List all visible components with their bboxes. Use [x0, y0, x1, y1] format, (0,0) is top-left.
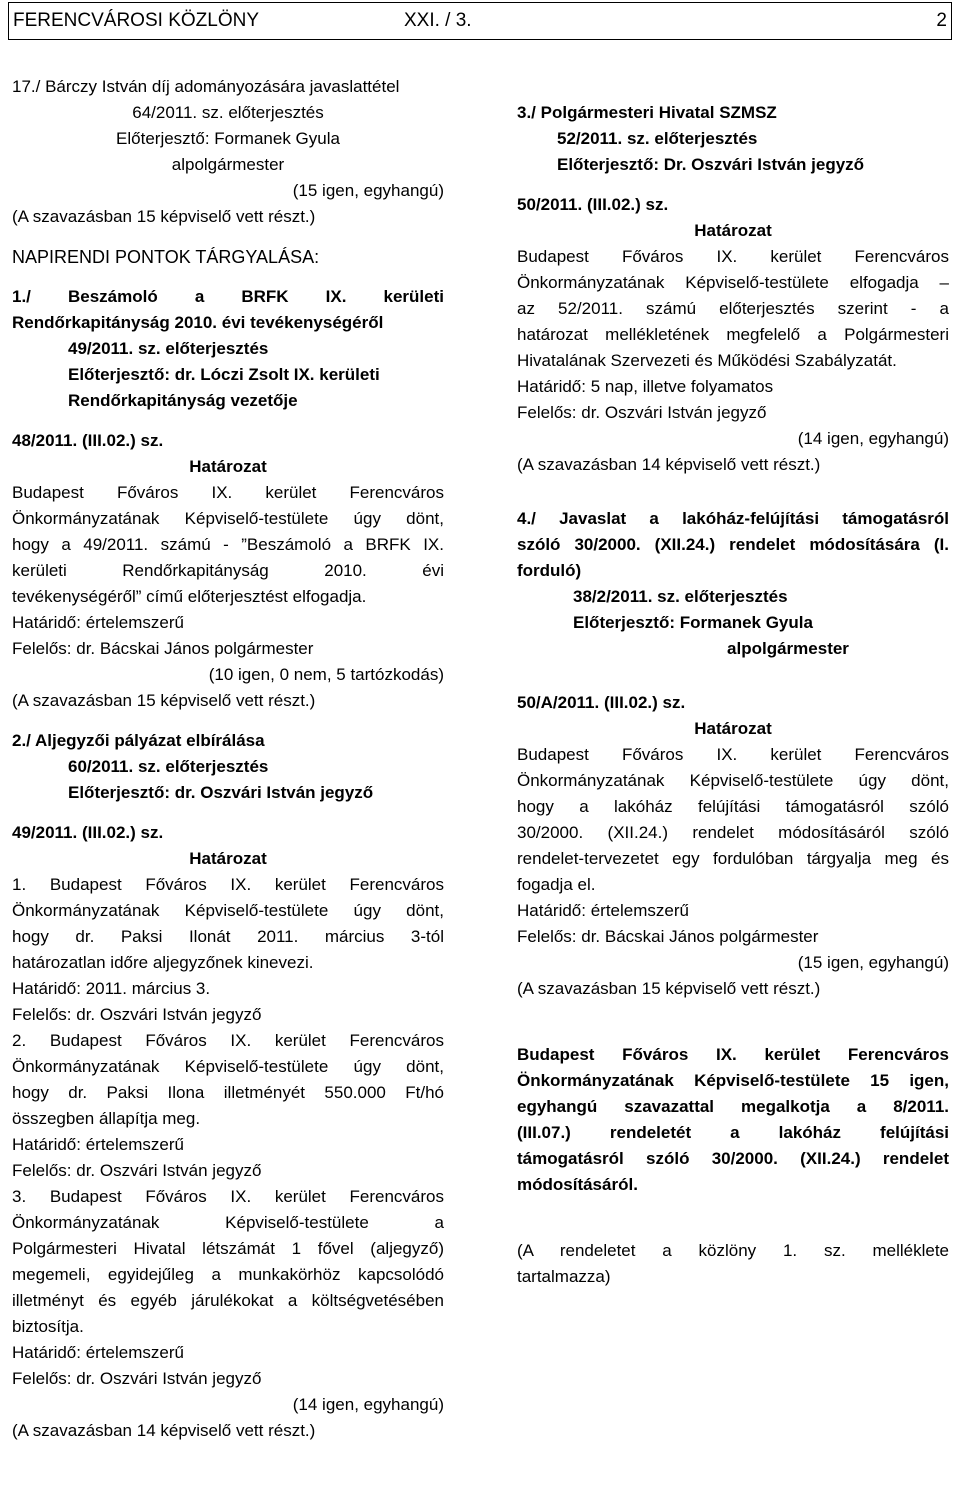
annex-text: tartalmazza): [517, 1267, 611, 1286]
resolution-text: 3. Budapest Főváros IX. kerület Ferencváros: [12, 1187, 444, 1206]
proposal-number: 52/2011. sz. előterjesztés: [557, 129, 758, 148]
responsible: Felelős: dr. Oszvári István jegyző: [12, 1161, 262, 1180]
resolution-label: Határozat: [694, 221, 772, 240]
resolution-text: kerületi Rendőrkapitányság 2010. évi: [12, 561, 444, 580]
presenter-role: alpolgármester: [171, 155, 285, 174]
vote-note: (A szavazásban 14 képviselő vett részt.): [517, 455, 821, 474]
item-title-cont: Rendőrkapitányság 2010. évi tevékenységéről: [12, 313, 384, 332]
item-title: 4./ Javaslat a lakóház-felújítási támogatásról: [517, 509, 949, 528]
item-title-cont: szóló 30/2000. (XII.24.) rendelet módosítására (I.: [517, 535, 949, 554]
deadline: Határidő: értelemszerű: [12, 613, 184, 632]
resolution-text: Polgármesteri Hivatal létszámát 1 fővel (aljegyző): [12, 1239, 444, 1258]
resolution-text: Önkormányzatának Képviselő-testülete úgy dönt,: [12, 901, 444, 920]
decree-text: támogatásról szóló 30/2000. (XII.24.) rendelet: [517, 1149, 949, 1168]
item-17: [12, 74, 444, 230]
proposal-number: 60/2011. sz. előterjesztés: [68, 757, 269, 776]
resolution-text: 2. Budapest Főváros IX. kerület Ferencváros: [12, 1031, 444, 1050]
deadline: Határidő: 5 nap, illetve folyamatos: [517, 377, 774, 396]
resolution-text: Önkormányzatának Képviselő-testülete a: [12, 1213, 444, 1232]
resolution-text: Önkormányzatának Képviselő-testülete úgy dönt,: [12, 509, 444, 528]
item-title: 17./ Bárczy István díj adományozására javaslattétel: [12, 77, 400, 96]
deadline: Határidő: értelemszerű: [517, 901, 689, 920]
vote-result: (14 igen, egyhangú): [797, 429, 949, 448]
item-4: [517, 506, 949, 1002]
resolution-text: hogy a 49/2011. számú - ”Beszámoló a BRFK IX.: [12, 535, 444, 554]
item-title: 2./ Aljegyzői pályázat elbírálása: [12, 731, 265, 750]
vote-note: (A szavazásban 15 képviselő vett részt.): [517, 979, 821, 998]
resolution-text: biztosítja.: [12, 1317, 84, 1336]
resolution-text: tevékenységéről” című előterjesztést elfogadja.: [12, 587, 367, 606]
presenter-role: alpolgármester: [727, 639, 849, 658]
publication-title: FERENCVÁROSI KÖZLÖNY: [13, 10, 259, 31]
resolution-label: Határozat: [189, 457, 267, 476]
agenda-heading: NAPIRENDI PONTOK TÁRGYALÁSA:: [12, 247, 320, 267]
decree-text: módosításáról.: [517, 1175, 638, 1194]
issue-number: XXI. / 3.: [404, 10, 472, 31]
presenter: Előterjesztő: Formanek Gyula: [116, 129, 340, 148]
resolution-text: összegben állapítja meg.: [12, 1109, 201, 1128]
left-column: [12, 74, 444, 1444]
responsible: Felelős: dr. Oszvári István jegyző: [12, 1369, 262, 1388]
responsible: Felelős: dr. Oszvári István jegyző: [517, 403, 767, 422]
resolution-text: Budapest Főváros IX. kerület Ferencváros: [517, 247, 949, 266]
vote-note: (A szavazásban 15 képviselő vett részt.): [12, 207, 316, 226]
proposal-number: 38/2/2011. sz. előterjesztés: [573, 587, 788, 606]
resolution-text: hogy a lakóház felújítási támogatásról szóló: [517, 797, 949, 816]
item-title-cont: forduló): [517, 561, 582, 580]
proposal-number: 64/2011. sz. előterjesztés: [132, 103, 324, 122]
proposal-number: 49/2011. sz. előterjesztés: [68, 339, 269, 358]
resolution-label: Határozat: [694, 719, 772, 738]
resolution-text: Budapest Főváros IX. kerület Ferencváros: [517, 745, 949, 764]
decree-text: Önkormányzatának Képviselő-testülete 15 igen,: [517, 1071, 949, 1090]
resolution-text: hogy dr. Paksi Ilona illetményét 550.000 Ft/hó: [12, 1083, 444, 1102]
vote-result: (15 igen, egyhangú): [797, 953, 949, 972]
decree-text: (III.07.) rendeletét a lakóház felújítási: [517, 1123, 949, 1142]
decree-statement: [517, 1042, 949, 1198]
presenter: Előterjesztő: dr. Oszvári István jegyző: [68, 783, 374, 802]
item-title: 3./ Polgármesteri Hivatal SZMSZ: [517, 103, 777, 122]
resolution-text: Hivatalának Szervezeti és Működési Szabályzatát.: [517, 351, 897, 370]
resolution-number: 48/2011. (III.02.) sz.: [12, 431, 164, 450]
resolution-text: Önkormányzatának Képviselő-testülete elfogadja –: [517, 273, 949, 292]
vote-note: (A szavazásban 14 képviselő vett részt.): [12, 1421, 316, 1440]
resolution-text: határozatlan időre aljegyzőnek kinevezi.: [12, 953, 314, 972]
resolution-text: 1. Budapest Főváros IX. kerület Ferencváros: [12, 875, 444, 894]
decree-text: egyhangú szavazattal megalkotja a 8/2011.: [517, 1097, 949, 1116]
resolution-text: rendelet-tervezetet egy fordulóban tárgyalja meg és: [517, 849, 949, 868]
responsible: Felelős: dr. Bácskai János polgármester: [517, 927, 819, 946]
vote-result: (14 igen, egyhangú): [292, 1395, 444, 1414]
item-3: [517, 100, 949, 478]
vote-result: (15 igen, egyhangú): [292, 181, 444, 200]
resolution-number: 50/A/2011. (III.02.) sz.: [517, 693, 686, 712]
annex-text: (A rendeletet a közlöny 1. sz. melléklete: [517, 1241, 949, 1260]
deadline: Határidő: értelemszerű: [12, 1343, 184, 1362]
presenter: Előterjesztő: Dr. Oszvári István jegyző: [557, 155, 865, 174]
vote-result: (10 igen, 0 nem, 5 tartózkodás): [208, 665, 444, 684]
responsible: Felelős: dr. Bácskai János polgármester: [12, 639, 314, 658]
item-title: 1./ Beszámoló a BRFK IX. kerületi: [12, 287, 444, 306]
presenter: Előterjesztő: Formanek Gyula: [573, 613, 813, 632]
resolution-text: Önkormányzatának Képviselő-testülete úgy dönt,: [12, 1057, 444, 1076]
page-header: [8, 2, 952, 40]
page-number: 2: [936, 10, 947, 31]
item-1: [12, 284, 444, 714]
resolution-label: Határozat: [189, 849, 267, 868]
resolution-text: fogadja el.: [517, 875, 596, 894]
resolution-text: az 52/2011. számú előterjesztés szerint - a: [517, 299, 949, 318]
resolution-text: Budapest Főváros IX. kerület Ferencváros: [12, 483, 444, 502]
deadline: Határidő: értelemszerű: [12, 1135, 184, 1154]
presenter: Előterjesztő: dr. Lóczi Zsolt IX. kerületi: [68, 365, 380, 384]
presenter-title: Rendőrkapitányság vezetője: [68, 391, 298, 410]
resolution-text: hogy dr. Paksi Ilonát 2011. március 3-tól: [12, 927, 444, 946]
decree-text: Budapest Főváros IX. kerület Ferencváros: [517, 1045, 949, 1064]
resolution-text: 30/2000. (XII.24.) rendelet módosításáról szóló: [517, 823, 949, 842]
resolution-number: 49/2011. (III.02.) sz.: [12, 823, 164, 842]
annex-note: [517, 1238, 949, 1290]
resolution-text: megemeli, egyidejűleg a munkakörhöz kapcsolódó: [12, 1265, 444, 1284]
item-2: [12, 728, 444, 1444]
vote-note: (A szavazásban 15 képviselő vett részt.): [12, 691, 316, 710]
resolution-text: Önkormányzatának Képviselő-testülete úgy dönt,: [517, 771, 949, 790]
resolution-text: határozat mellékletének megfelelő a Polgármesteri: [517, 325, 949, 344]
resolution-number: 50/2011. (III.02.) sz.: [517, 195, 669, 214]
resolution-text: illetményt és egyéb járulékokat a költségvetésében: [12, 1291, 444, 1310]
right-column: [517, 100, 949, 1290]
responsible: Felelős: dr. Oszvári István jegyző: [12, 1005, 262, 1024]
deadline: Határidő: 2011. március 3.: [12, 979, 211, 998]
